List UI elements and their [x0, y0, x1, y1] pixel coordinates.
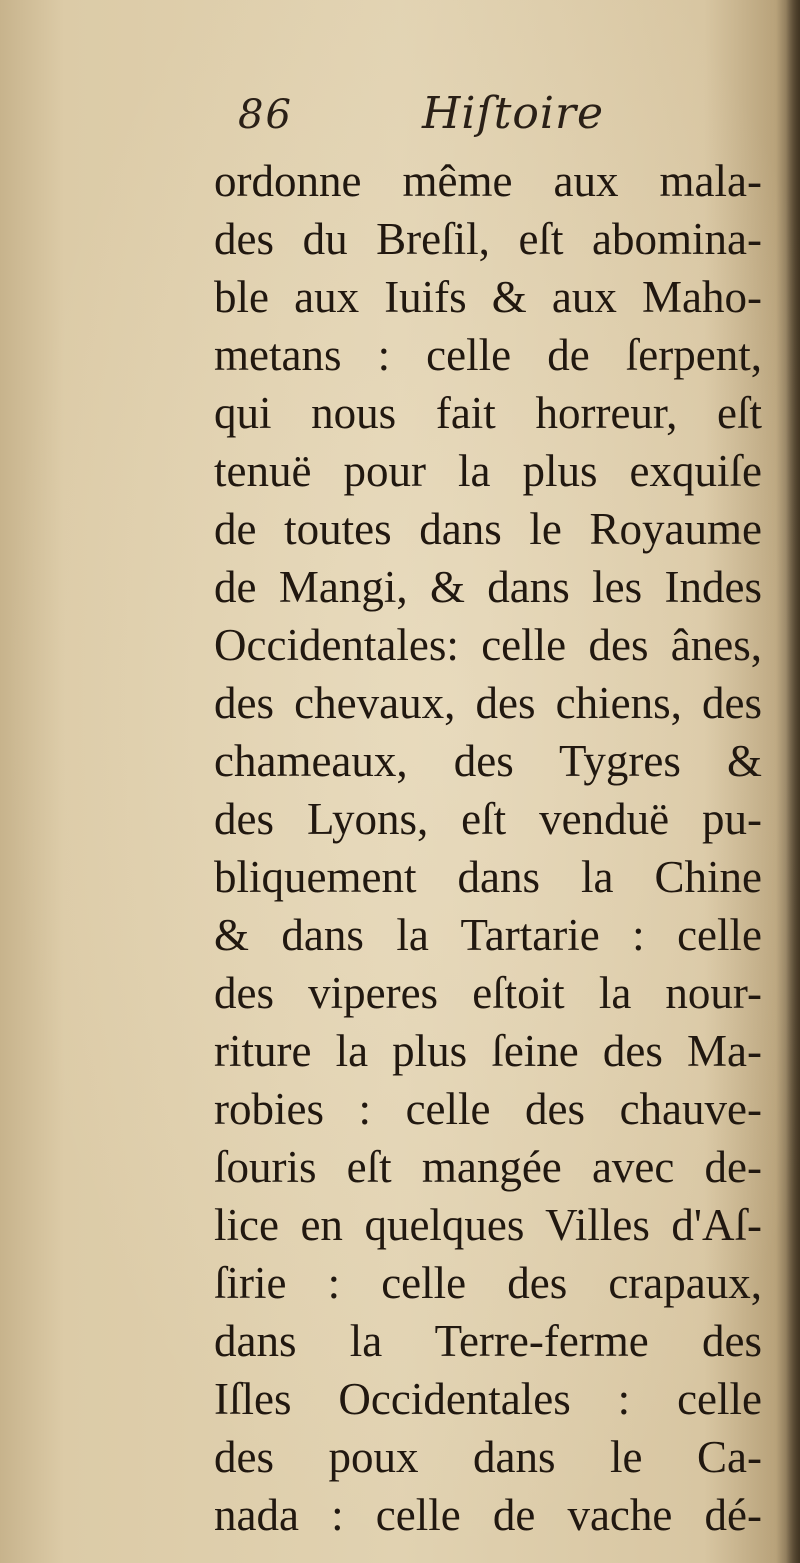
text-line: de toutes dans le Royaume [214, 504, 762, 554]
text-line: ſouris eſt mangée avec de- [214, 1142, 762, 1192]
text-line: riture la plus ſeine des Ma- [214, 1026, 762, 1076]
text-line: des chevaux, des chiens, des [214, 678, 762, 728]
text-line: de Mangi, & dans les Indes [214, 562, 762, 612]
text-line: des Lyons, eſt venduë pu- [214, 794, 762, 844]
text-line: & dans la Tartarie : celle [214, 910, 762, 960]
page-edge-shadow [786, 0, 800, 1563]
text-line: des du Breſil, eſt abomina- [214, 214, 762, 264]
running-title: Hiſtoire [422, 88, 605, 139]
text-line: ordonne même aux mala- [214, 156, 762, 206]
page-number: 86 [238, 92, 293, 138]
running-head [238, 84, 758, 144]
text-line: Occidentales: celle des ânes, [214, 620, 762, 670]
text-line: nada : celle de vache dé- [214, 1490, 762, 1540]
text-line: Iſles Occidentales : celle [214, 1374, 762, 1424]
text-line: qui nous fait horreur, eſt [214, 388, 762, 438]
text-line: des viperes eſtoit la nour- [214, 968, 762, 1018]
text-line: robies : celle des chauve- [214, 1084, 762, 1134]
text-line: ble aux Iuifs & aux Maho- [214, 272, 762, 322]
text-line: des poux dans le Ca- [214, 1432, 762, 1482]
text-block [214, 152, 762, 1544]
text-line: chameaux, des Tygres & [214, 736, 762, 786]
text-line: bliquement dans la Chine [214, 852, 762, 902]
text-line: dans la Terre-ferme des [214, 1316, 762, 1366]
text-line: ſirie : celle des crapaux, [214, 1258, 762, 1308]
text-line: lice en quelques Villes d'Aſ- [214, 1200, 762, 1250]
text-line: tenuë pour la plus exquiſe [214, 446, 762, 496]
text-line: metans : celle de ſerpent, [214, 330, 762, 380]
